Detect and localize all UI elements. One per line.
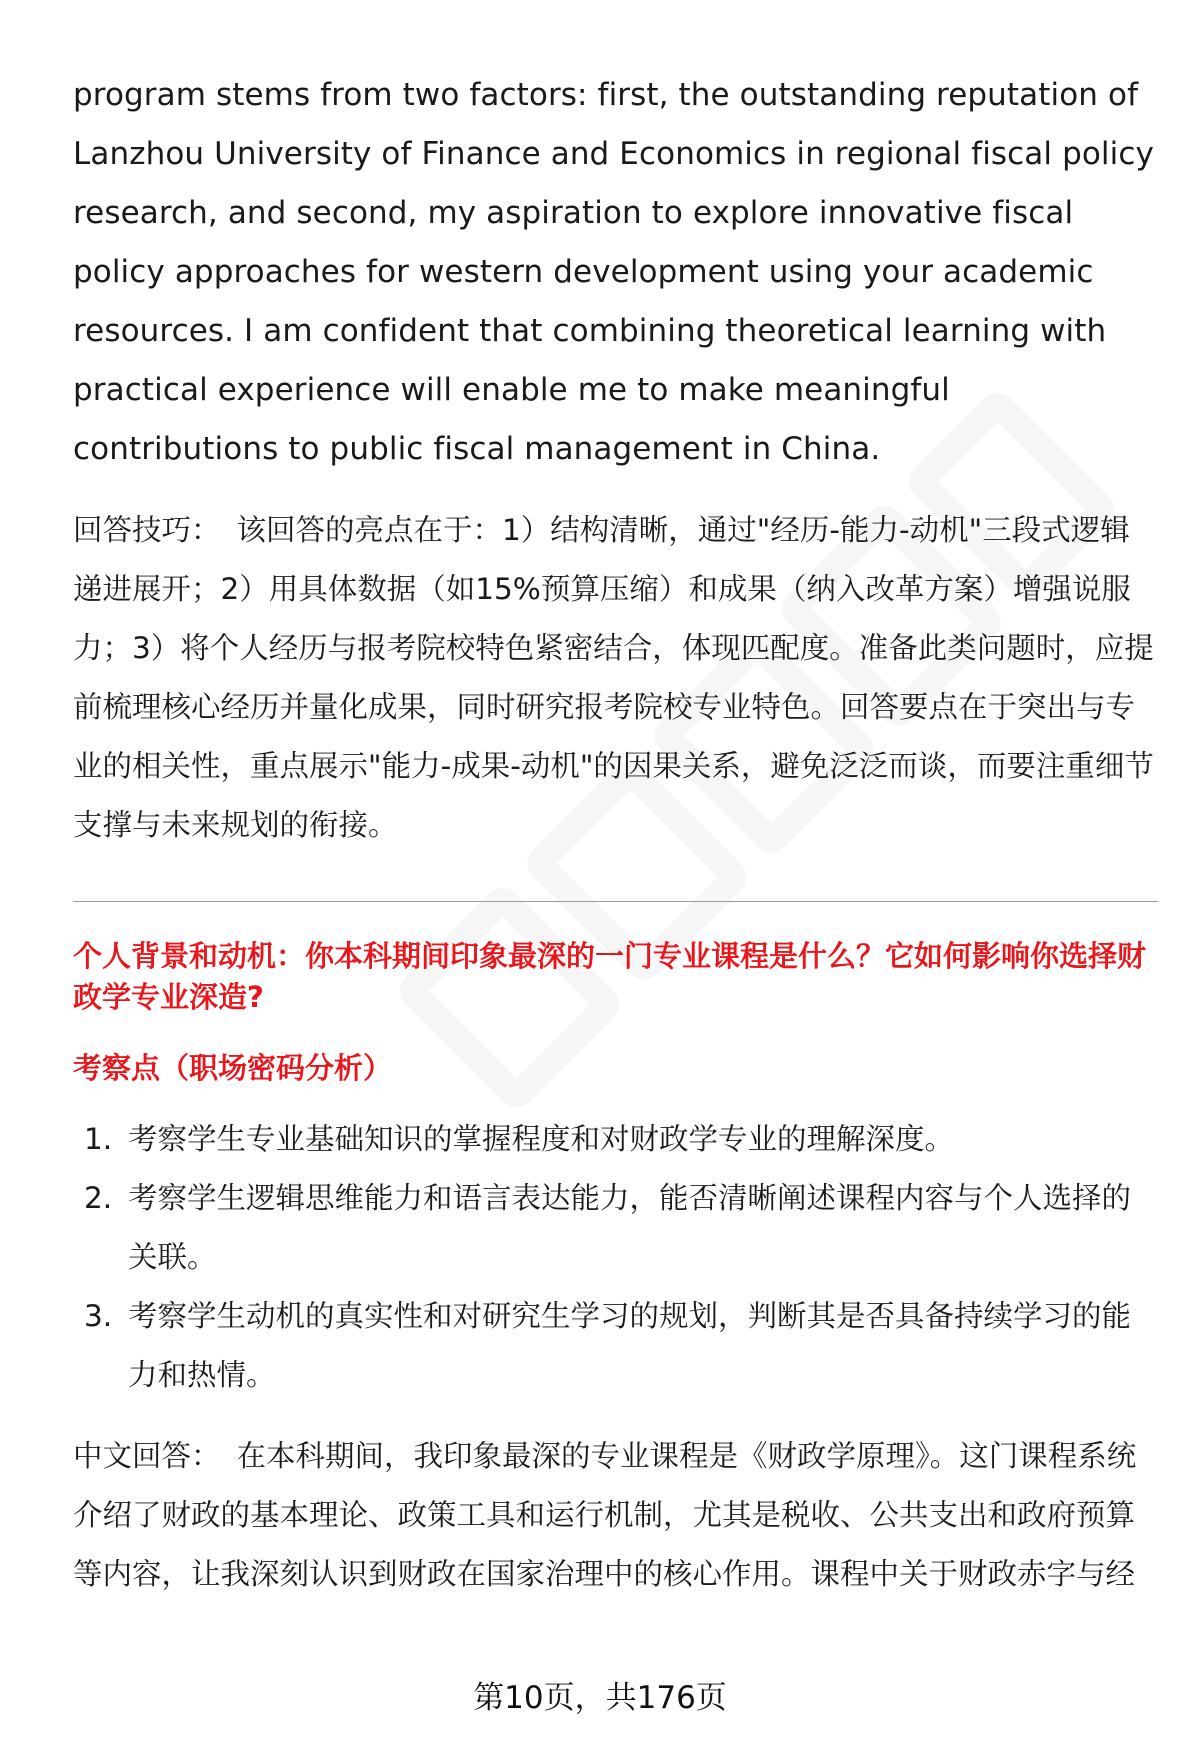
list-item-text: 考察学生动机的真实性和对研究生学习的规划，判断其是否具备持续学习的能力和热情。 [128, 1299, 1132, 1392]
list-item-text: 考察学生逻辑思维能力和语言表达能力，能否清晰阐述课程内容与个人选择的关联。 [128, 1181, 1132, 1274]
intro-paragraph: program stems from two factors: first, the outstanding reputation of Lanzhou University of Finance and Economics in regional fiscal policy research, and second, my aspiration to explore innovative fiscal policy approaches for western development using your academic resources. I am confident that combining theoretical learning with practical experience will enable me to make meaningful contributions to public fiscal management in China. [73, 77, 1154, 467]
list-item [73, 1169, 1158, 1287]
chinese-answer-text: 在本科期间，我印象最深的专业课程是《财政学原理》。这门课程系统介绍了财政的基本理论、政策工具和运行机制，尤其是税收、公共支出和政府预算等内容，让我深刻认识到财政在国家治理中的核心作用。课程中关于财政赤字与经 [73, 1439, 1137, 1591]
list-item [73, 1287, 1158, 1405]
document-page [73, 66, 1158, 1604]
chinese-answer-label: 中文回答： [73, 1439, 221, 1473]
question-heading: 个人背景和动机：你本科期间印象最深的一门专业课程是什么？它如何影响你选择财政学专业深造? [73, 939, 1147, 1014]
chinese-answer-paragraph [73, 1427, 1158, 1604]
section-divider [73, 901, 1158, 902]
page-number-footer: 第10页，共176页 [473, 1680, 727, 1716]
list-item [73, 1110, 1158, 1169]
tips-paragraph [73, 501, 1158, 855]
list-number: 3. [84, 1299, 113, 1333]
list-number: 1. [84, 1122, 113, 1156]
exam-points-title: 考察点（职场密码分析） [73, 1051, 393, 1085]
exam-points-list [73, 1110, 1158, 1405]
tips-label: 回答技巧： [73, 513, 221, 547]
tips-text: 该回答的亮点在于：1）结构清晰，通过"经历-能力-动机"三段式逻辑递进展开；2）用具体数据（如15%预算压缩）和成果（纳入改革方案）增强说服力；3）将个人经历与报考院校特色紧密结合，体现匹配度。准备此类问题时，应提前梳理核心经历并量化成果，同时研究报考院校专业特色。回答要点在于突出与专业的相关性，重点展示"能力-成果-动机"的因果关系，避免泛泛而谈，而要注重细节支撑与未来规划的衔接。 [73, 513, 1154, 842]
list-item-text: 考察学生专业基础知识的掌握程度和对财政学专业的理解深度。 [128, 1122, 955, 1156]
list-number: 2. [84, 1181, 113, 1215]
